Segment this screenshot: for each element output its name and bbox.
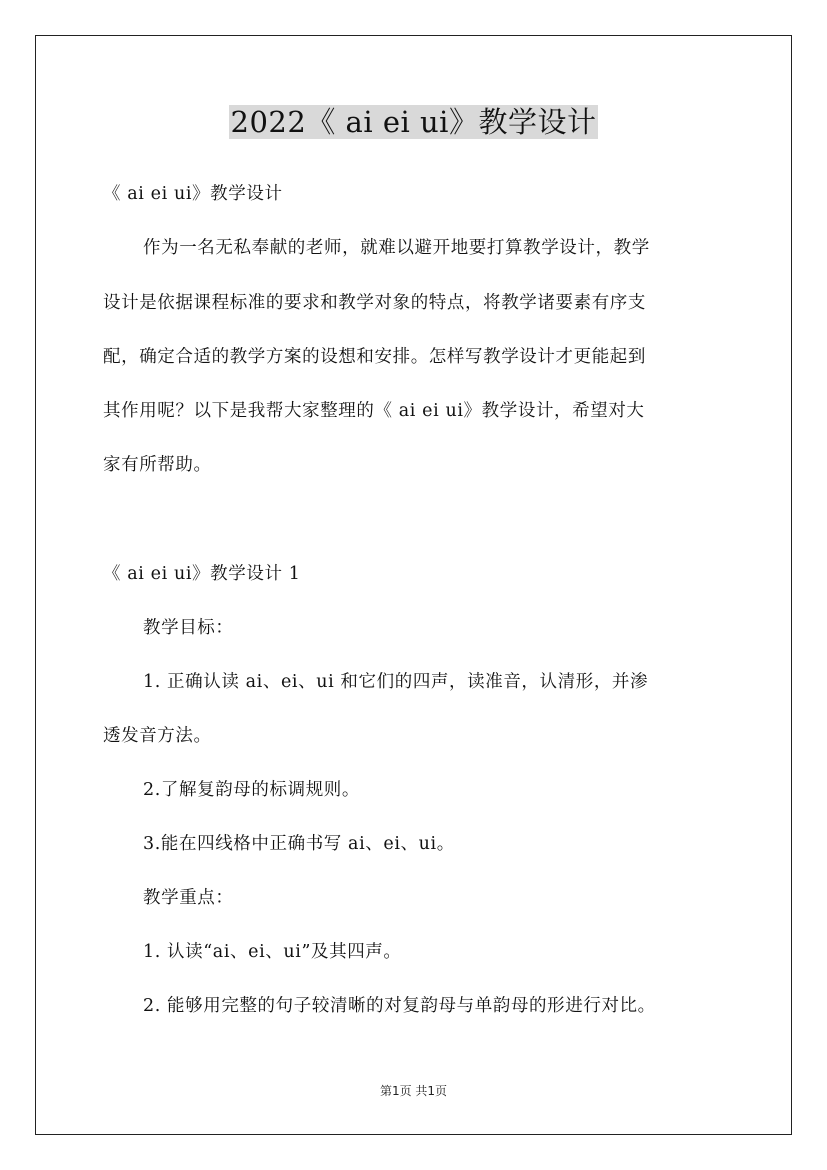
key-points-label: 教学重点： [143,888,234,908]
document-subtitle: 《 ai ei ui》教学设计 [103,184,283,204]
document-title [0,102,827,142]
document-title-text: 2022《 ai ei ui》教学设计 [230,105,597,139]
section-heading: 《 ai ei ui》教学设计 1 [103,564,301,584]
key-point-item: 2. 能够用完整的句子较清晰的对复韵母与单韵母的形进行对比。 [143,996,656,1016]
intro-paragraph-line: 家有所帮助。 [103,455,212,475]
goal-item: 2.了解复韵母的标调规则。 [143,780,360,800]
goal-item-continuation: 透发音方法。 [103,726,212,746]
goals-label: 教学目标： [143,618,234,638]
key-point-item: 1. 认读“ai、ei、ui”及其四声。 [143,942,402,962]
page-footer: 第1页 共1页 [379,1084,448,1098]
intro-paragraph-line: 设计是依据课程标准的要求和教学对象的特点，将教学诸要素有序支 [103,293,646,313]
intro-paragraph-line: 作为一名无私奉献的老师，就难以避开地要打算教学设计，教学 [143,238,650,258]
intro-paragraph-line: 其作用呢？以下是我帮大家整理的《 ai ei ui》教学设计，希望对大 [103,401,645,421]
goal-item: 1. 正确认读 ai、ei、ui 和它们的四声，读准音，认清形，并渗 [143,672,649,692]
goal-item: 3.能在四线格中正确书写 ai、ei、ui。 [143,834,455,854]
intro-paragraph-line: 配，确定合适的教学方案的设想和安排。怎样写教学设计才更能起到 [103,347,646,367]
